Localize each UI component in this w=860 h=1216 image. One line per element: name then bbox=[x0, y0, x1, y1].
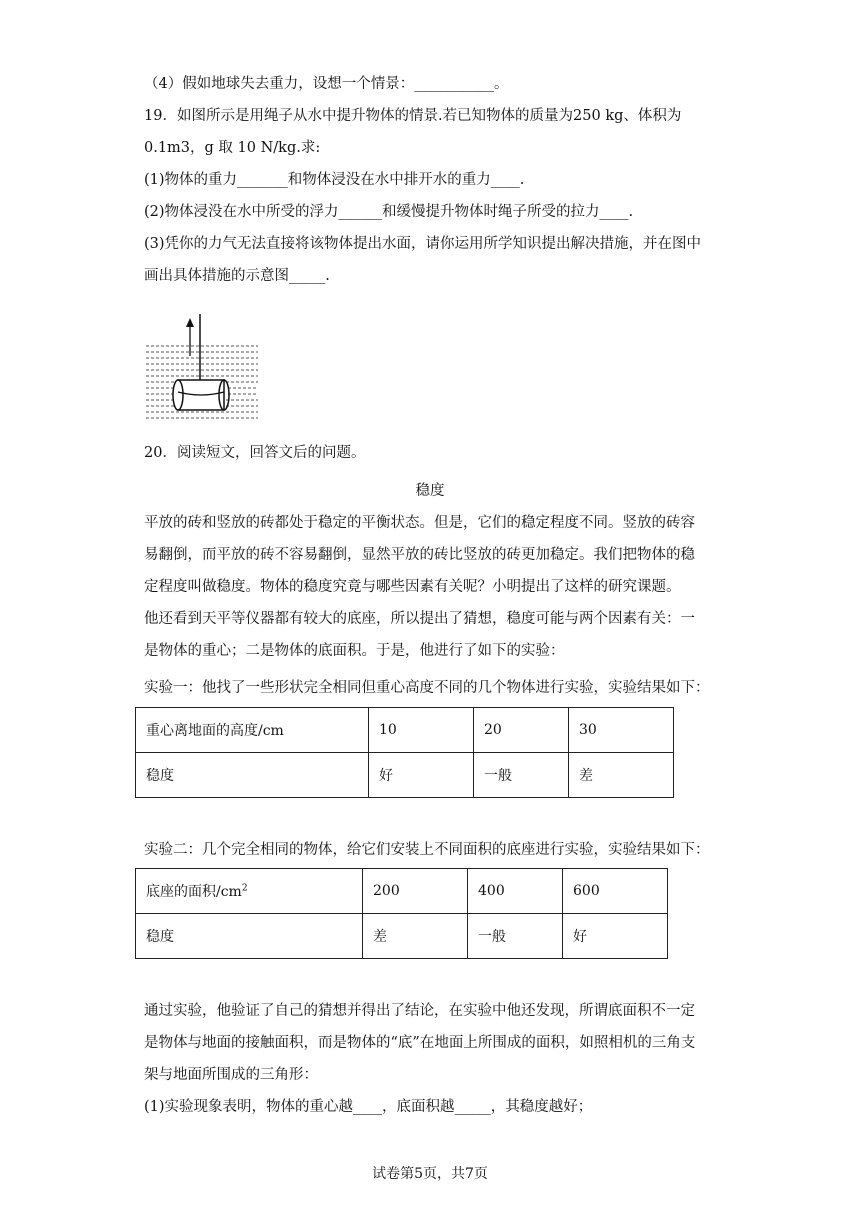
table-cell: 一般 bbox=[468, 914, 563, 959]
table-cell: 好 bbox=[369, 753, 474, 798]
para1-line1: 平放的砖和竖放的砖都处于稳定的平衡状态。但是，它们的稳定程度不同。竖放的砖容 bbox=[144, 515, 695, 531]
table-cell: 差 bbox=[569, 753, 674, 798]
q19-part1: (1)物体的重力_______和物体浸没在水中排开水的重力____. bbox=[144, 172, 525, 188]
table-cell: 600 bbox=[563, 869, 668, 914]
q18-part4: （4）假如地球失去重力，设想一个情景：___________。 bbox=[144, 76, 509, 92]
area-label: 底座的面积/cm bbox=[146, 884, 242, 900]
q20-intro: 20．阅读短文，回答文后的问题。 bbox=[144, 445, 366, 461]
table-cell: 30 bbox=[569, 708, 674, 753]
q19-part2: (2)物体浸没在水中所受的浮力______和缓慢提升物体时绳子所受的拉力____. bbox=[144, 204, 634, 220]
para1-line4: 他还看到天平等仪器都有较大的底座，所以提出了猜想，稳度可能与两个因素有关：一 bbox=[144, 611, 695, 627]
para1-line5: 是物体的重心；二是物体的底面积。于是，他进行了如下的实验： bbox=[144, 643, 565, 659]
q19-stem-line1: 19．如图所示是用绳子从水中提升物体的情景.若已知物体的质量为250 kg、体积为 bbox=[144, 108, 682, 124]
table-cell: 重心离地面的高度/cm bbox=[136, 708, 369, 753]
para2-line2: 是物体与地面的接触面积，而是物体的“底”在地面上所围成的面积，如照相机的三角支 bbox=[144, 1035, 696, 1051]
table-cell: 400 bbox=[468, 869, 563, 914]
q19-stem-line2: 0.1m3，g 取 10 N/kg.求: bbox=[144, 140, 321, 156]
q19-part3-line1: (3)凭你的力气无法直接将该物体提出水面，请你运用所学知识提出解决措施，并在图中 bbox=[144, 236, 702, 252]
experiment1-table bbox=[135, 707, 674, 798]
table-row bbox=[136, 869, 668, 914]
q19-part3-line2: 画出具体措施的示意图_____. bbox=[144, 268, 330, 284]
table-row bbox=[136, 708, 674, 753]
para1-line2: 易翻倒，而平放的砖不容易翻倒，显然平放的砖比竖放的砖更加稳定。我们把物体的稳 bbox=[144, 547, 695, 563]
table-cell bbox=[136, 869, 363, 914]
water-lift-figure bbox=[144, 312, 260, 424]
table-cell: 好 bbox=[563, 914, 668, 959]
q20-subquestion1: (1)实验现象表明，物体的重心越____，底面积越_____，其稳度越好； bbox=[144, 1099, 593, 1115]
table-cell: 20 bbox=[474, 708, 569, 753]
para2-line1: 通过实验，他验证了自己的猜想并得出了结论，在实验中他还发现，所谓底面积不一定 bbox=[144, 1003, 695, 1019]
experiment1-description: 实验一：他找了一些形状完全相同但重心高度不同的几个物体进行实验，实验结果如下： bbox=[144, 680, 710, 696]
table-cell: 200 bbox=[363, 869, 468, 914]
para1-line3: 定程度叫做稳度。物体的稳度究竟与哪些因素有关呢？小明提出了这样的研究课题。 bbox=[144, 579, 681, 595]
article-title: 稳度 bbox=[415, 483, 445, 499]
experiment2-description: 实验二：几个完全相同的物体，给它们安装上不同面积的底座进行实验，实验结果如下： bbox=[144, 842, 710, 858]
para2-line3: 架与地面所围成的三角形： bbox=[144, 1067, 318, 1083]
page-footer: 试卷第5页，共7页 bbox=[372, 1166, 488, 1182]
unit-superscript: 2 bbox=[241, 883, 248, 894]
table-cell: 差 bbox=[363, 914, 468, 959]
table-cell: 稳度 bbox=[136, 914, 363, 959]
table-row bbox=[136, 914, 668, 959]
experiment2-table bbox=[135, 868, 668, 959]
table-row bbox=[136, 753, 674, 798]
table-cell: 一般 bbox=[474, 753, 569, 798]
table-cell: 10 bbox=[369, 708, 474, 753]
table-cell: 稳度 bbox=[136, 753, 369, 798]
